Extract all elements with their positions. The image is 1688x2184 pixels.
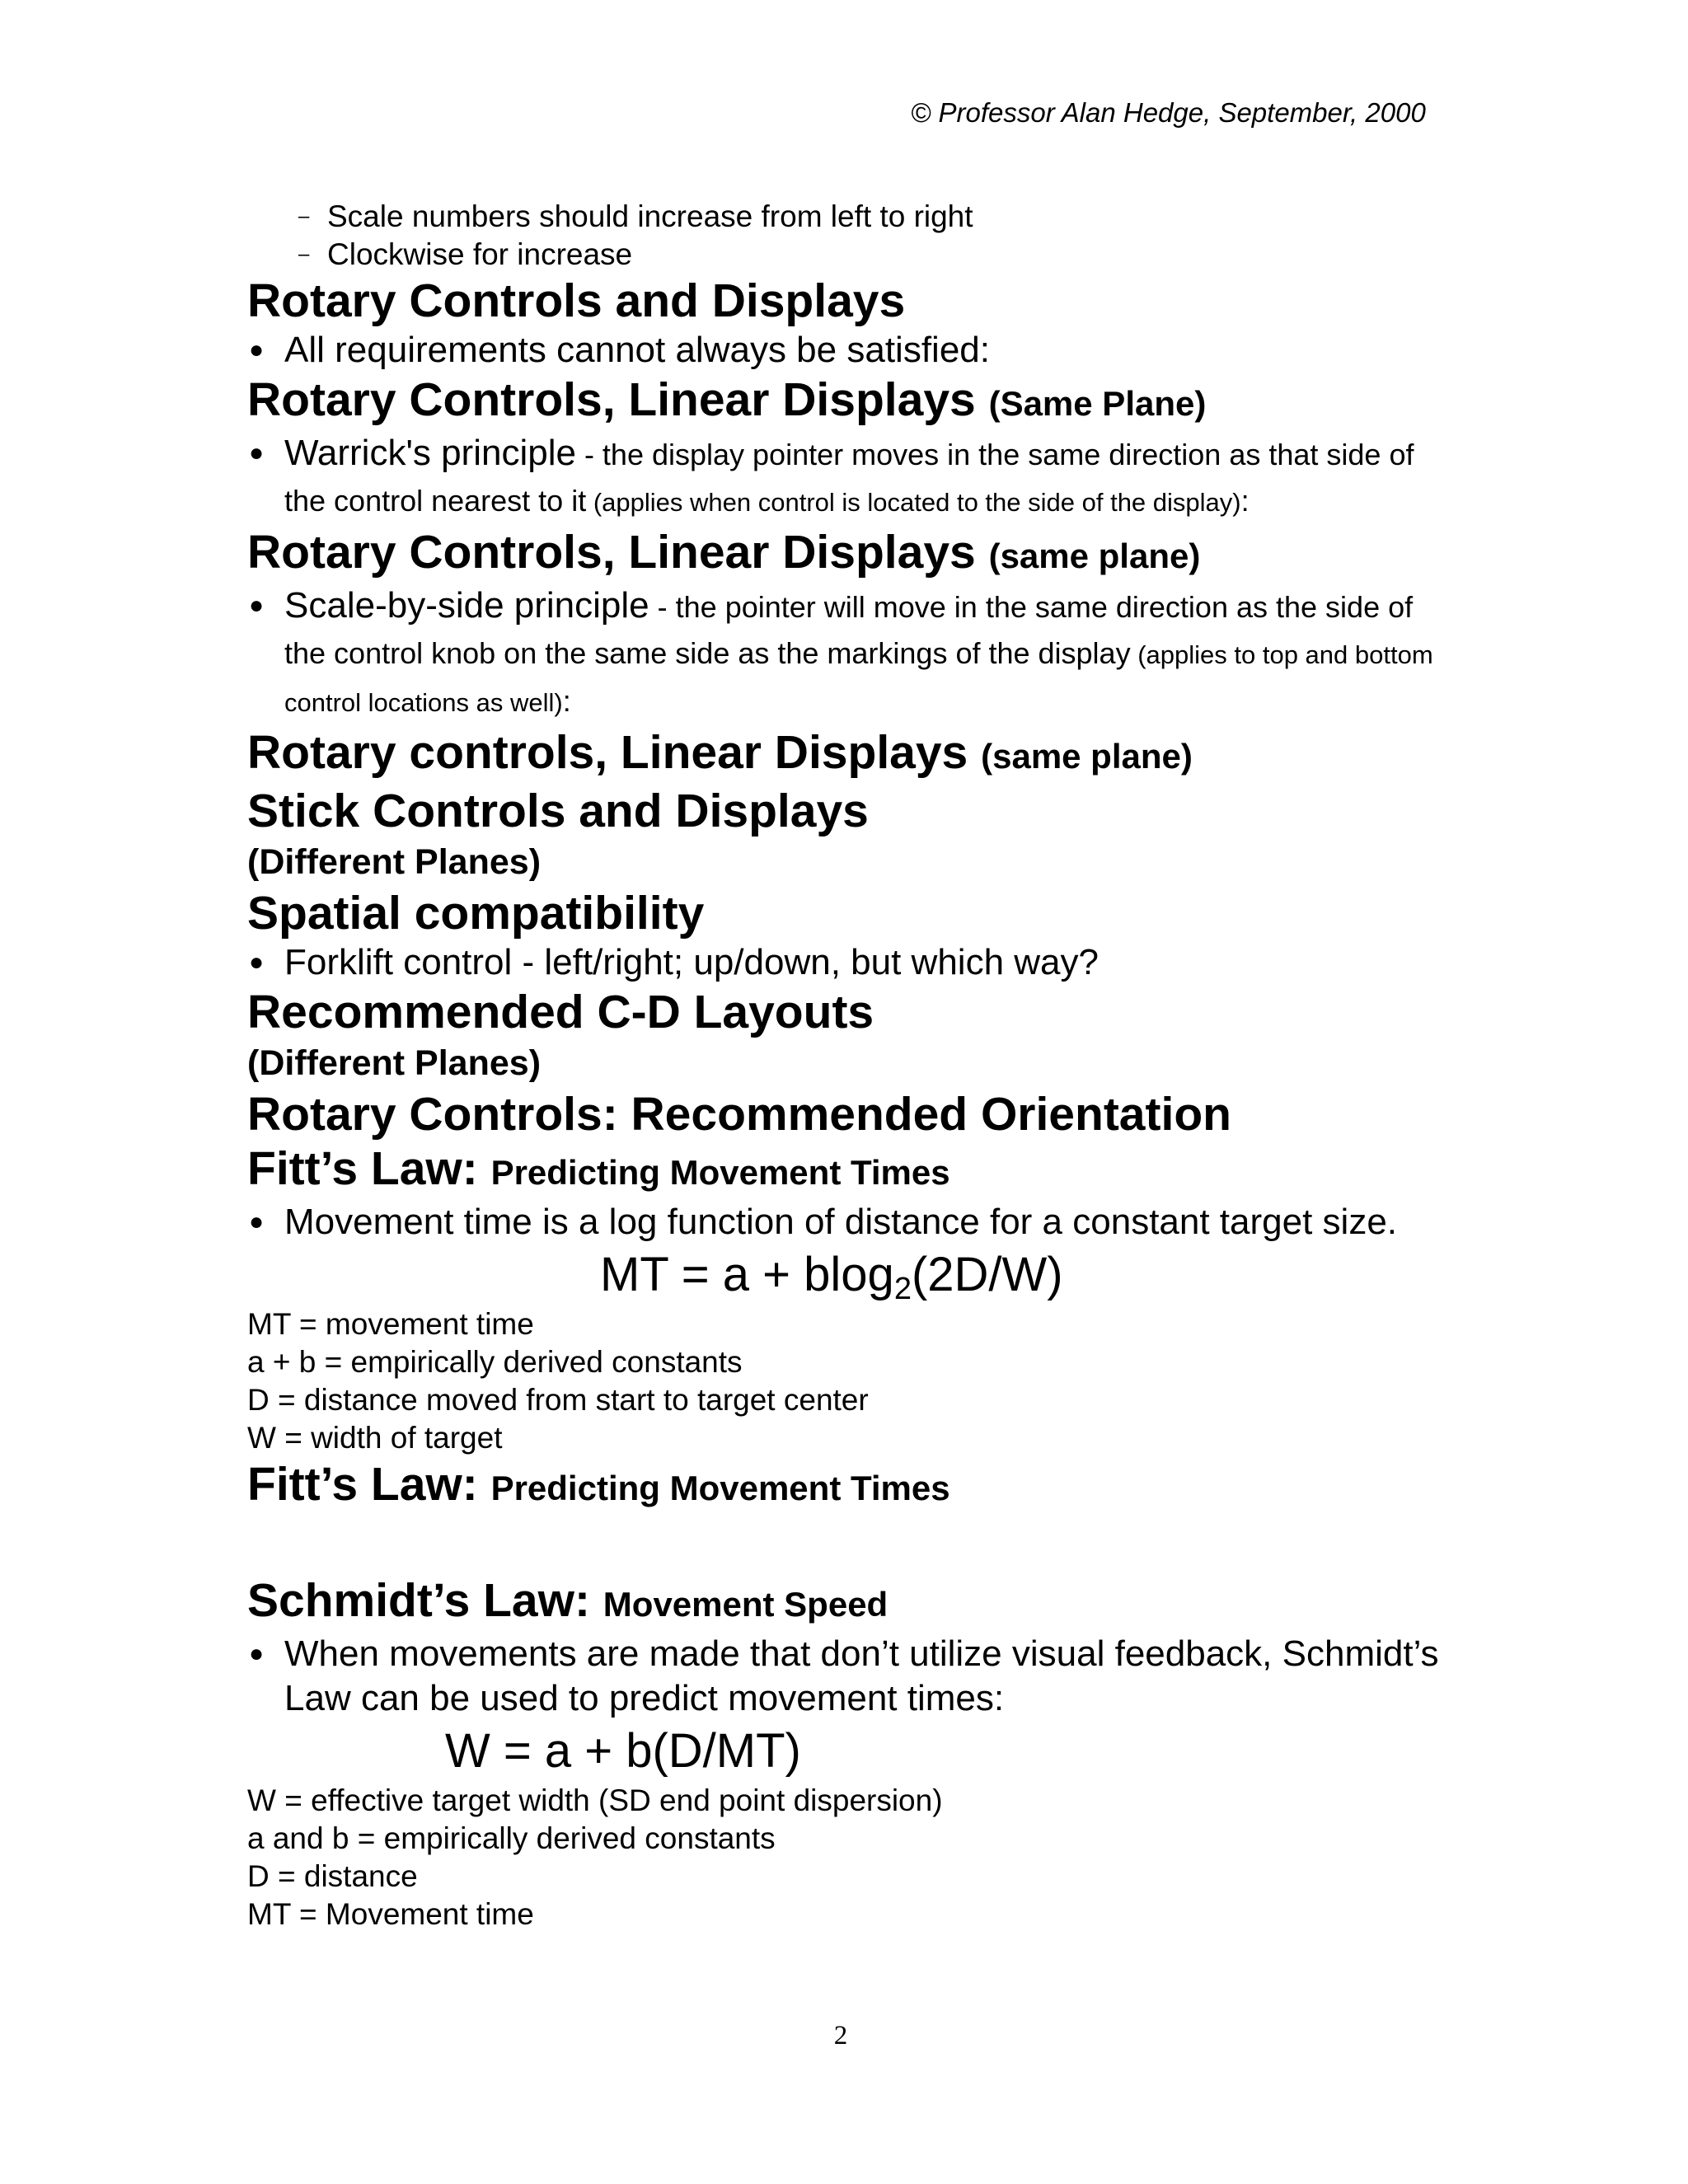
formula-subscript: 2: [893, 1272, 912, 1306]
list-item-text: Scale numbers should increase from left to right: [327, 199, 973, 233]
bullet-text: Movement time is a log function of distance for a constant target size.: [284, 1202, 1398, 1242]
dash-icon: –: [298, 243, 310, 265]
bullet-item: [247, 431, 1451, 525]
bullet-dot-icon: ●: [249, 592, 265, 619]
bullet-text: Forklift control - left/right; up/down, but which way?: [284, 942, 1099, 982]
document-body: [247, 198, 1451, 1933]
definition-line: W = effective target width (SD end point dispersion): [247, 1783, 943, 1817]
copyright-header: © Professor Alan Hedge, September, 2000: [911, 97, 1426, 128]
bullet-lead: Scale-by-side principle: [284, 585, 649, 626]
bullet-item: [247, 940, 1451, 985]
heading-text: Fitt’s Law:: [247, 1458, 478, 1511]
heading-rotary-linear-2: [247, 525, 1451, 583]
heading-text: Rotary controls, Linear Displays: [247, 726, 968, 779]
definition-line: MT = Movement time: [247, 1897, 534, 1931]
heading-subtitle: Predicting Movement Times: [490, 1469, 950, 1507]
definition-line: a + b = empirically derived constants: [247, 1345, 743, 1379]
heading-schmidts-law: [247, 1573, 1451, 1632]
heading-subtitle: Predicting Movement Times: [490, 1153, 950, 1192]
heading-rotary-orientation: Rotary Controls: Recommended Orientation: [247, 1088, 1231, 1141]
heading-subtitle: (Different Planes): [247, 1043, 542, 1083]
heading-rotary-linear-3: [247, 725, 1451, 784]
bullet-dot-icon: ●: [249, 336, 265, 363]
fitts-formula: [247, 1244, 1451, 1305]
heading-text: Rotary Controls, Linear Displays: [247, 373, 976, 426]
definition-line: MT = movement time: [247, 1307, 534, 1341]
heading-fitts-law-2: [247, 1457, 1451, 1516]
definition-line: a and b = empirically derived constants: [247, 1821, 776, 1855]
definition-line: W = width of target: [247, 1421, 503, 1455]
bullet-item: [247, 1632, 1451, 1721]
bullet-end: :: [1240, 484, 1250, 518]
bullet-text: - the pointer will move in the same direction as the side of the control knob on the same side as the markings of the display: [284, 590, 1414, 670]
formula-left: MT = a + blog: [600, 1248, 894, 1301]
heading-spatial-compatibility: Spatial compatibility: [247, 887, 705, 940]
formula-right: (2D/W): [911, 1248, 1063, 1301]
schmidt-formula: W = a + b(D/MT): [445, 1724, 801, 1778]
bullet-item: [247, 583, 1451, 725]
bullet-text: All requirements cannot always be satisfied:: [284, 330, 990, 370]
heading-text: Rotary Controls, Linear Displays: [247, 526, 976, 579]
dash-icon: –: [298, 205, 310, 227]
definition-line: D = distance: [247, 1859, 418, 1893]
bullet-item: [247, 1200, 1451, 1244]
heading-fitts-law-1: [247, 1141, 1451, 1200]
bullet-dot-icon: ●: [249, 949, 265, 976]
bullet-item: [247, 328, 1451, 373]
heading-subtitle: (Different Planes): [247, 842, 542, 882]
heading-rotary-linear-1: [247, 373, 1451, 431]
heading-text: Fitt’s Law:: [247, 1142, 478, 1195]
bullet-dot-icon: ●: [249, 439, 265, 466]
list-item-text: Clockwise for increase: [327, 237, 633, 271]
bullet-note: (applies to top and bottom control locations as well): [284, 640, 1433, 717]
bullet-dot-icon: ●: [249, 1208, 265, 1235]
bullet-text: When movements are made that don’t utilize visual feedback, Schmidt’s Law can be used to predict movement times:: [284, 1633, 1439, 1718]
bullet-note: (applies when control is located to the side of the display): [586, 488, 1241, 517]
heading-subtitle: (same plane): [981, 737, 1193, 776]
blank-space: [247, 1516, 1451, 1573]
bullet-lead: Warrick's principle: [284, 433, 576, 473]
list-item: [247, 236, 1451, 274]
page-number: 2: [833, 2021, 848, 2050]
heading-text: Schmidt’s Law:: [247, 1574, 590, 1627]
bullet-text: - the display pointer moves in the same direction as that side of the control nearest to it: [284, 438, 1414, 518]
heading-rotary-controls-displays: Rotary Controls and Displays: [247, 274, 906, 327]
list-item: [247, 198, 1451, 236]
definition-line: D = distance moved from start to target center: [247, 1383, 869, 1417]
heading-recommended-layouts: Recommended C-D Layouts: [247, 986, 874, 1038]
heading-subtitle: (same plane): [988, 537, 1201, 575]
heading-stick-controls: Stick Controls and Displays: [247, 785, 869, 837]
heading-subtitle: (Same Plane): [988, 384, 1207, 423]
heading-subtitle: Movement Speed: [603, 1585, 889, 1624]
bullet-end: :: [562, 684, 571, 718]
bullet-dot-icon: ●: [249, 1640, 265, 1667]
